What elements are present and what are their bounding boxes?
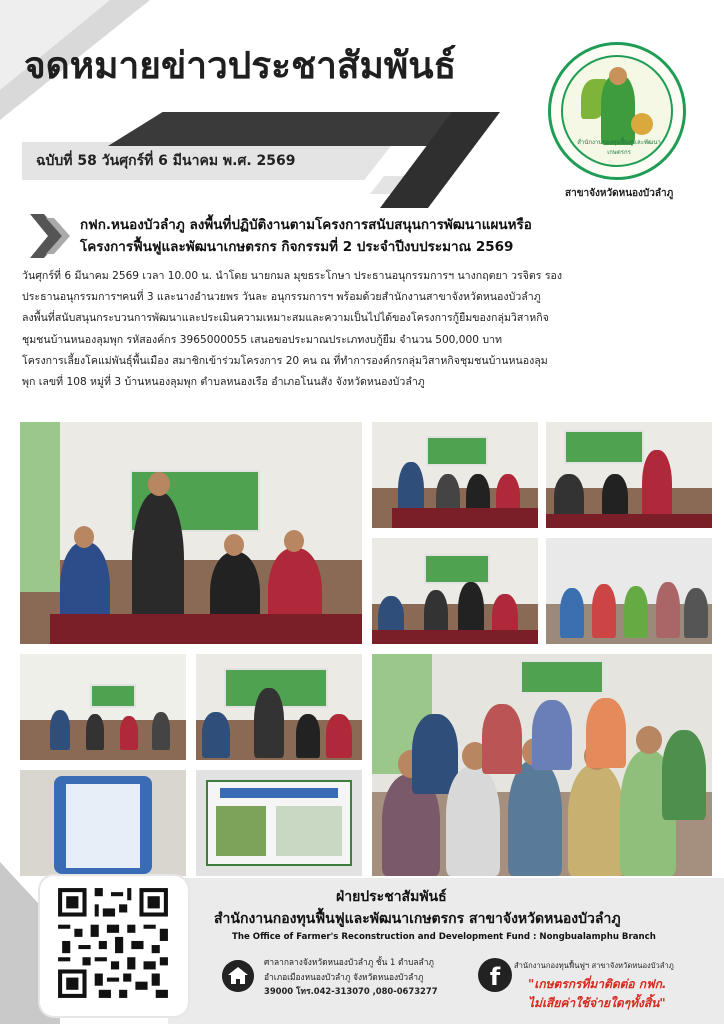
- body-line: วันศุกร์ที่ 6 มีนาคม 2569 เวลา 10.00 น. นำโดย นายกมล มุขธระโกษา ประธานอนุกรรมการฯ นางกฤตยา วรจิตร รอง: [22, 270, 563, 282]
- photo-members-seated: [546, 538, 712, 644]
- address-line: ศาลากลางจังหวัดหนองบัวลำภู ชั้น 1 ตำบลลำภู: [264, 957, 434, 967]
- office-name-th: สำนักงานกองทุนฟื้นฟูและพัฒนาเกษตรกร สาขาจังหวัดหนองบัวลำภู: [214, 911, 621, 927]
- headline-line-1: กฟก.หนองบัวลำภู ลงพื้นที่ปฏิบัติงานตามโครงการสนับสนุนการพัฒนาแผนหรือ: [80, 217, 532, 233]
- headline-line-2: โครงการฟื้นฟูและพัฒนาเกษตรกร กิจกรรมที่ 2 ประจำปีงบประมาณ 2569: [80, 239, 514, 255]
- office-name-en: The Office of Farmer's Reconstruction and Development Fund : Nongbualamphu Branch: [232, 932, 656, 942]
- article-headline: [80, 214, 700, 258]
- issue-date: ฉบับที่ 58 วันศุกร์ที่ 6 มีนาคม พ.ศ. 2569: [36, 153, 296, 169]
- branch-label: สาขาจังหวัดหนองบัวลำภู: [565, 188, 674, 199]
- article-body: [22, 266, 702, 393]
- photo-meeting-3: [546, 422, 712, 528]
- office-address: [264, 955, 438, 999]
- facebook-icon[interactable]: f: [478, 958, 512, 992]
- body-line: ประธานอนุกรรมการฯคนที่ 3 และนางอำนวยพร วันละ อนุกรรมการฯ พร้อมด้วยสำนักงานสาขาจังหวัดหนองบัวลำภู: [22, 291, 541, 304]
- photo-meeting-2: [372, 422, 538, 528]
- photo-room-wide: [20, 654, 186, 760]
- facebook-page-name[interactable]: สำนักงานกองทุนฟื้นฟูฯ สาขาจังหวัดหนองบัวลำภู: [514, 961, 674, 970]
- slogan-line-2: ไม่เสียค่าใช้จ่ายใดๆทั้งสิ้น": [528, 996, 666, 1010]
- body-line: พุก เลขที่ 108 หมู่ที่ 3 บ้านหนองลุมพุก ตำบลหนองเรือ อำเภอโนนสัง จังหวัดหนองบัวลำภู: [22, 376, 425, 389]
- body-line: ชุมชนบ้านหนองลุมพุก รหัสองค์กร 3965000055 เสนอขอประมาณประเภทงบกู้ยืม จำนวน 500,000 บาท: [22, 333, 503, 346]
- chevron-right-icon: [30, 214, 72, 258]
- fund-logo: [548, 42, 686, 180]
- logo-text: สำนักงานกองทุนฟื้นฟูและพัฒนาเกษตรกร: [577, 139, 661, 156]
- body-line: โครงการเลี้ยงโคแม่พันธุ์พื้นเมือง สมาชิกเข้าร่วมโครงการ 20 คน ณ ที่ทำการองค์กรกลุ่มวิสาหกิจชุมชนบ้านหนองลุม: [22, 354, 548, 367]
- department-name: ฝ่ายประชาสัมพันธ์: [336, 889, 447, 905]
- photo-project-board: [196, 770, 362, 876]
- photo-meeting-4: [372, 538, 538, 644]
- address-line-phone: 39000 โทร.042-313070 ,080-0673277: [264, 986, 438, 996]
- body-line: ลงพื้นที่สนับสนุนกระบวนการพัฒนาและประเมินความเหมาะสมและความเป็นไปได้ของโครงการกู้ยืมของกลุ่มวิสาหกิจ: [22, 312, 549, 325]
- slogan-line-1: "เกษตรกรที่มาติดต่อ กฟก.: [528, 977, 667, 991]
- home-icon: [222, 960, 254, 992]
- qr-code[interactable]: [54, 884, 172, 1002]
- newsletter-title: จดหมายข่าวประชาสัมพันธ์: [24, 44, 457, 87]
- address-line: อำเภอเมืองหนองบัวลำภู จังหวัดหนองบัวลำภู: [264, 971, 424, 982]
- photo-group: [372, 654, 712, 876]
- photo-meeting-main: [20, 422, 362, 644]
- photo-presentation: [196, 654, 362, 760]
- photo-board-members: [20, 770, 186, 876]
